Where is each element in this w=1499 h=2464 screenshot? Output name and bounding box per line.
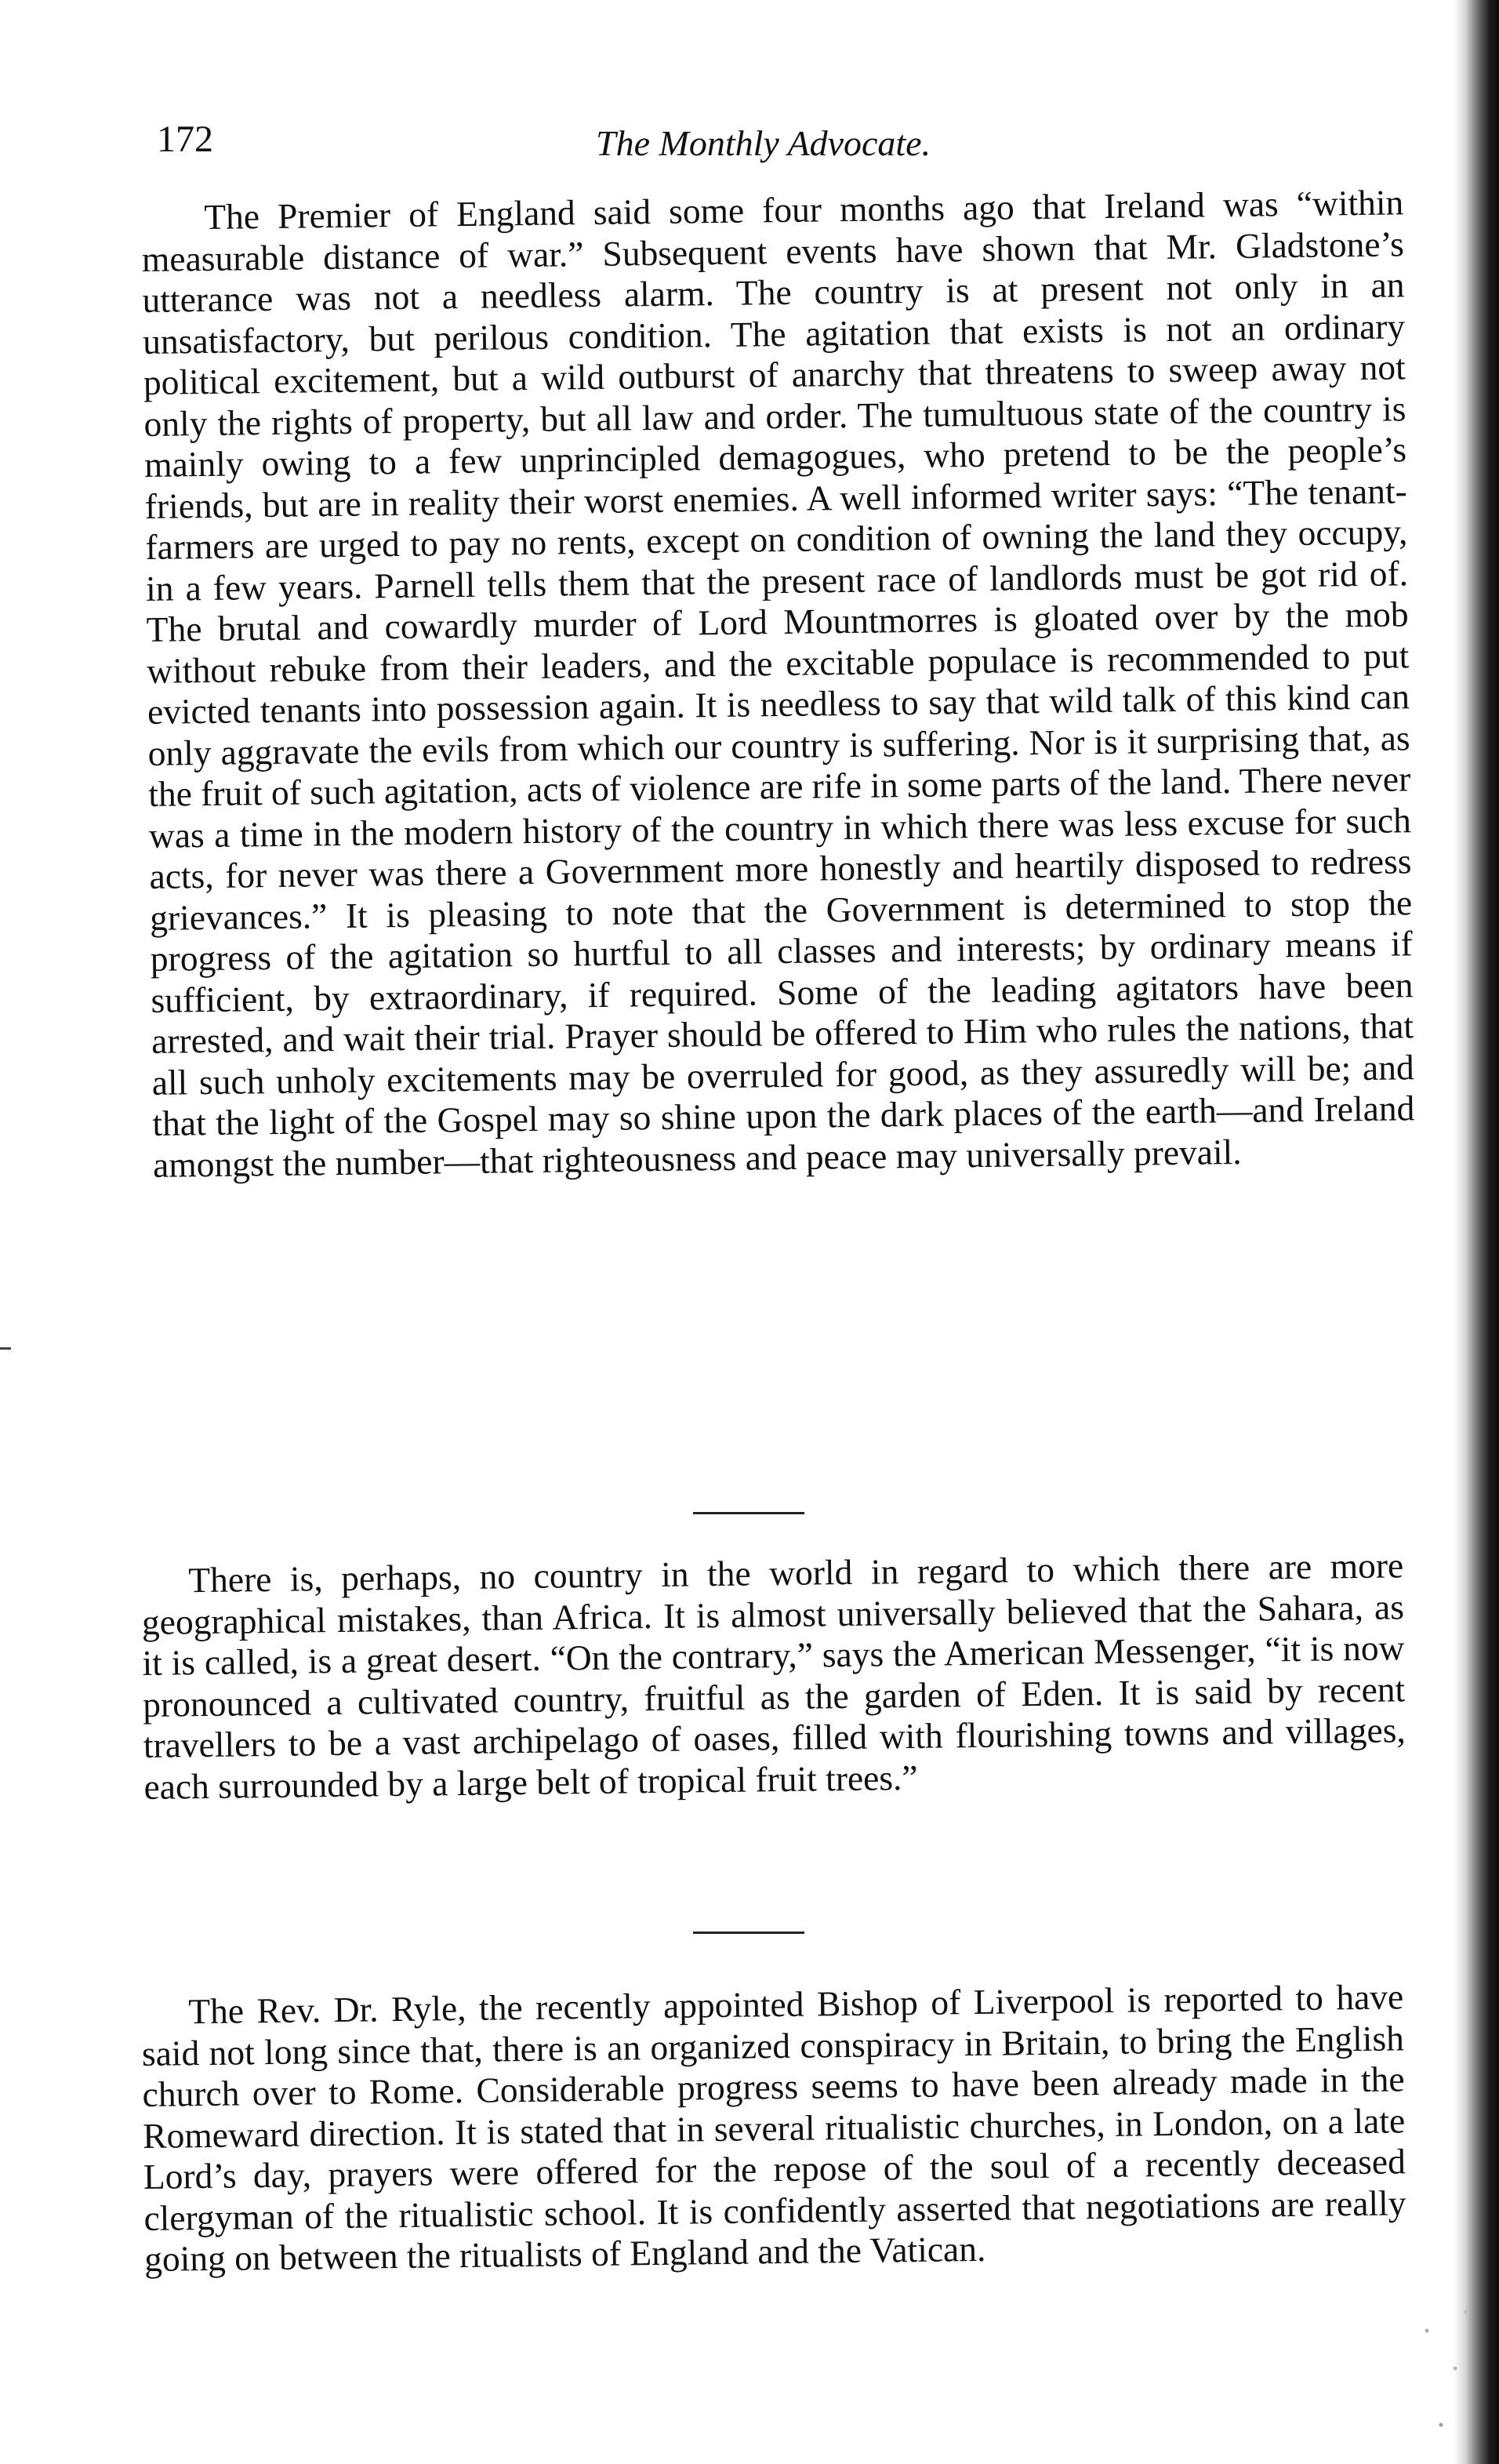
section-divider	[693, 1932, 804, 1934]
binding-shadow	[1454, 0, 1499, 2464]
section-divider	[693, 1512, 804, 1514]
paragraph-ireland: The Premier of England said some four months ago that Ireland was “within measurable distance of war.” Subsequent events have shown that Mr. Gladstone’s utterance was not a needless alarm. The country is at present not only in an unsatisfactory, but perilous condition. The agitation that exists is not an ordinary political excitement, but a wild outburst of anarchy that threatens to sweep away not only the rights of property, but all law and order. The tumultuous state of the country is mainly owing to a few unprincipled demagogues, who pretend to be the people’s friends, but are in reality their worst enemies. A well informed writer says: “The tenant-farmers are urged to pay no rents, except on condition of owning the land they occupy, in a few years. Parnell tells them that the present race of landlords must be got rid of. The brutal and cowardly murder of Lord Mountmorres is gloated over by the mob without rebuke from their leaders, and the excitable populace is recommended to put evicted tenants into possession again. It is needless to say that wild talk of this kind can only aggravate the evils from which our country is suffering. Nor is it surprising that, as the fruit of such agitation, acts of violence are rife in some parts of the land. There never was a time in the modern history of the country in which there was less excuse for such acts, for never was there a Government more honestly and heartily disposed to redress grievances.” It is pleasing to note that the Government is determined to stop the progress of the agitation so hurtful to all classes and interests; by ordinary means if sufficient, by extraordinary, if required. Some of the leading agitators have been arrested, and wait their trial. Prayer should be offered to Him who rules the nations, that all such unholy excitements may be overruled for good, as they assuredly will be; and that the light of the Gospel may so shine upon the dark places of the earth—and Ireland amongst the number—that righteousness and peace may universally prevail.	[141, 182, 1415, 1185]
paragraph-africa: There is, perhaps, no country in the world in regard to which there are more geographical mistakes, than Africa. It is almost universally believed that the Sahara, as it is called, is a great desert. “On the contrary,” says the American Messenger, “it is now pronounced a cultivated country, fruitful as the garden of Eden. It is said by recent travellers to be a vast archipelago of oases, filled with flourishing towns and villages, each surrounded by a large belt of tropical fruit trees.”	[141, 1545, 1406, 1807]
page-header	[157, 118, 1380, 180]
page-number: 172	[157, 118, 213, 160]
running-title: The Monthly Advocate.	[596, 123, 931, 163]
page-edge-speckle	[1413, 2274, 1483, 2462]
margin-mark	[0, 1347, 11, 1350]
paragraph-ryle: The Rev. Dr. Ryle, the recently appointed Bishop of Liverpool is reported to have said not long since that, there is an organized conspiracy in Britain, to bring the English church over to Rome. Considerable progress seems to have been already made in the Romeward direction. It is stated that in several ritualistic churches, in London, on a late Lord’s day, prayers were offered for the repose of the soul of a recently deceased clergyman of the ritualistic school. It is confidently asserted that negotiations are really going on between the ritualists of England and the Vatican.	[141, 1976, 1406, 2279]
